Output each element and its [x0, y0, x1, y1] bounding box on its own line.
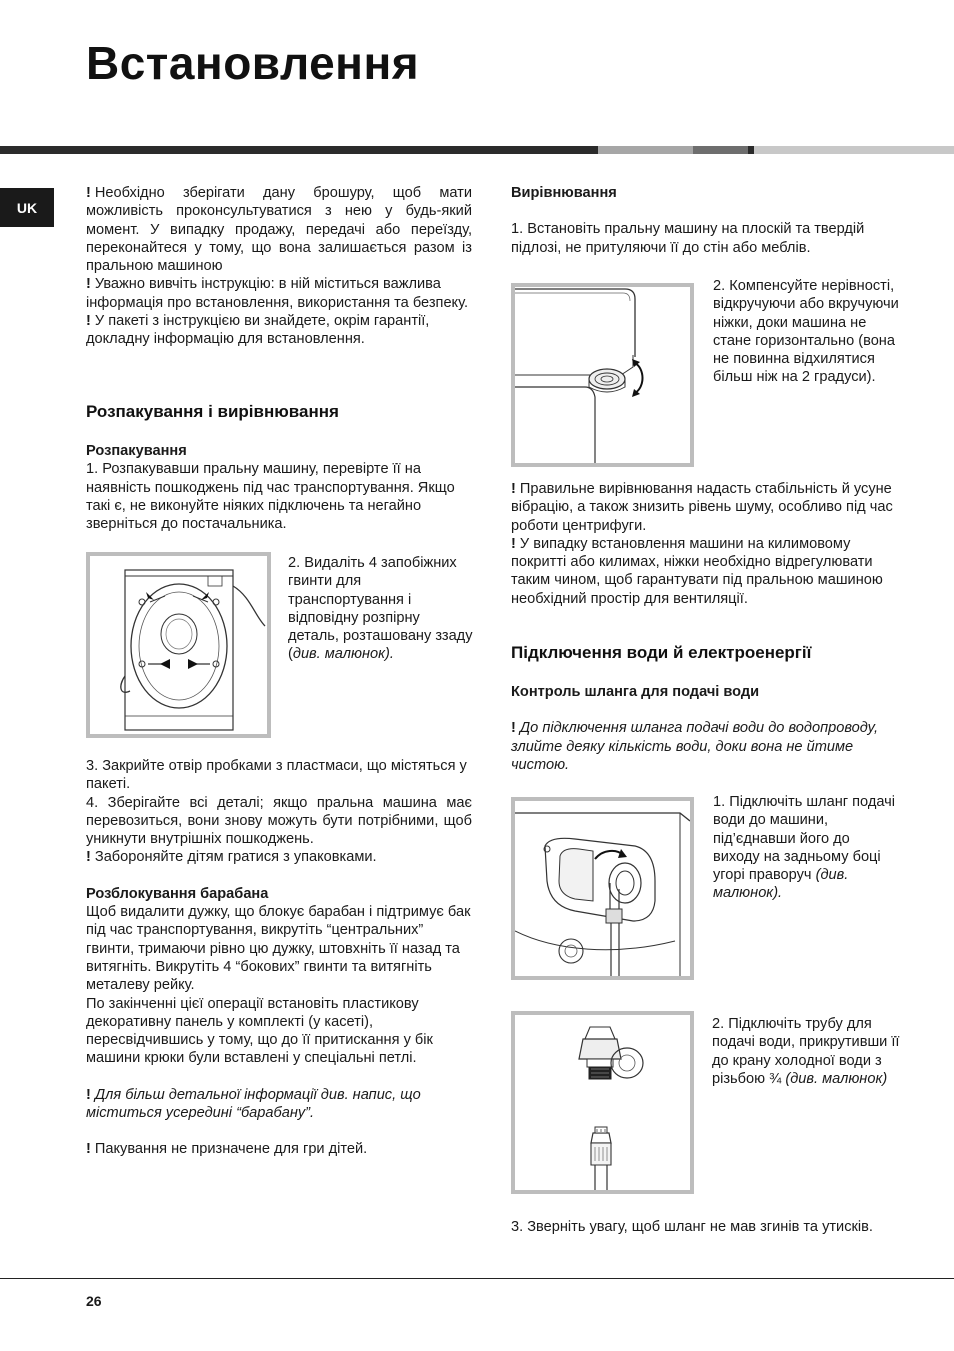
warning-mark: !: [86, 185, 91, 201]
warning-mark: !: [86, 276, 91, 293]
subheading-drum: Розблокування барабана: [86, 885, 269, 902]
drum-paragraph-2: По закінченні цієї операції встановіть пластикову декоративну панель у комплекті (у касеті), пересвідчившись у тому, що до її притискання у бік машини крюки були вставлені у спеціальні петлі.: [86, 995, 433, 1067]
hose-step-1: 1. Підключіть шланг подачі води до машини, під’єднавши його до виходу на задньому боці угорі праворуч: [713, 794, 895, 884]
foot-adjust-illustration: [515, 287, 690, 463]
warning-mark: !: [86, 1141, 91, 1158]
level-warning-1: ! Правильне вирівнювання надасть стабільність й усуне вібрацію, а також знизить рівень шуму, особливо під час роботи центрифуги.: [511, 481, 893, 534]
intro-block: [86, 184, 472, 349]
hose-step-3-wrap: [511, 1218, 897, 1236]
intro-paragraph-3: ! У пакеті з інструкцією ви знайдете, окрім гарантії, докладну інформацію для встановлення.: [86, 313, 430, 348]
hose-block: [511, 683, 897, 774]
level-step-2-caption: [713, 277, 899, 387]
warning-mark: !: [511, 535, 516, 552]
warning-mark: !: [86, 849, 91, 866]
level-step-1: 1. Встановіть пральну машину на плоскій та твердій підлозі, не притуляючи її до стін або меблів.: [511, 221, 865, 256]
section-water-heading-wrap: [511, 644, 897, 662]
section-unpack-heading-wrap: [86, 403, 472, 421]
hose-step-2-ref: (див. малюнок): [785, 1070, 888, 1087]
warning-mark: !: [511, 481, 516, 497]
level-warning-2: ! У випадку встановлення машини на килимовому покритті або килимах, ніжки необхідно відрегулювати таким чином, щоб гарантувати під пральною машиною необхідний простір для вентиляції.: [511, 535, 883, 607]
tap-thread-figure: [511, 1011, 694, 1194]
page-number: 26: [86, 1293, 102, 1309]
subheading-unpacking: Розпакування: [86, 443, 187, 459]
unpack-step-4: 4. Зберігайте всі деталі; якщо пральна машина має перевозиться, вони знову можуть бути потрібними, щоб уникнути внутрішніх пошкоджень.: [86, 794, 472, 848]
intro-paragraph-2: ! Уважно вивчіть інструкцію: в ній міститься важлива інформація про встановлення, використання та безпеку.: [86, 276, 468, 311]
tap-thread-illustration: [515, 1015, 690, 1190]
section-heading-water: Підключення води й електроенергії: [511, 643, 812, 662]
hose-connect-illustration: [515, 801, 690, 976]
hose-step-1-caption: [713, 793, 899, 903]
language-tab: UK: [0, 188, 54, 227]
unpack-step-1: 1. Розпакувавши пральну машину, перевірте її на наявність пошкоджень під час транспортування. Якщо такі є, не виконуйте ніяких підключень та негайно зверніться до постачальника.: [86, 461, 455, 533]
drum-warning: ! Пакування не призначене для гри дітей.: [86, 1141, 368, 1158]
section-heading-unpack: Розпакування і вирівнювання: [86, 402, 339, 421]
header-bar-gray: [693, 146, 748, 154]
level-warnings: [511, 480, 897, 608]
washer-back-bolts-figure: [86, 552, 271, 738]
warning-mark: !: [86, 313, 91, 330]
unpack-warning: ! Забороняйте дітям гратися з упаковками.: [86, 849, 377, 866]
footer-rule: [0, 1278, 954, 1279]
unpack-step-2: 2. Видаліть 4 запобіжних гвинти для транспортування і відповідну розпірну деталь, розташовану ззаду (: [288, 555, 473, 663]
level-step-2: 2. Компенсуйте нерівності, відкручуючи або вкручуючи ніжки, доки машина не стане горизонтально (вона не повинна відхилятися більш ніж на 2 градуси).: [713, 278, 899, 386]
foot-adjust-figure: [511, 283, 694, 467]
unpack-step-2-ref: див. малюнок).: [292, 646, 394, 663]
header-bar-mid: [598, 146, 693, 154]
warning-mark: !: [511, 720, 516, 737]
hose-connect-figure: [511, 797, 694, 980]
page-title: Встановлення: [86, 37, 420, 89]
washer-back-illustration: [90, 556, 267, 734]
hose-step-1-ref: (див. малюнок).: [713, 867, 849, 902]
hose-step-2: 2. Підключіть трубу для подачі води, прикрутивши її до крану холодної води з різьбою ¾: [712, 1016, 900, 1087]
hose-step-2-caption: [712, 1015, 900, 1088]
intro-paragraph-1: ! Необхідно зберігати дану брошуру, щоб мати можливість проконсультуватися з нею у будь-який момент. У випадку продажу, передачі або переїзду, переконайтеся у тому, що вона залишається разом із пральною машиною: [86, 185, 472, 275]
unpack-block: [86, 442, 466, 533]
warning-mark: !: [86, 1086, 91, 1103]
unpack-steps-3-4: [86, 757, 472, 1159]
header-bar-dark: [0, 146, 598, 154]
drum-note: ! Для більш детальної інформації див. напис, що міститься усередині “барабану”.: [86, 1086, 421, 1122]
subheading-hose: Контроль шланга для подачі води: [511, 684, 760, 700]
header-bar-light: [754, 146, 954, 154]
subheading-levelling: Вирівнювання: [511, 185, 617, 201]
unpack-step-2-caption: [288, 554, 474, 664]
drum-paragraph-1: Щоб видалити дужку, що блокує барабан і підтримує бак під час транспортування, викрутіть “центральних” гвинти, тримаючи рівно цю дужку, штовхніть її назад та витягніть. Викрутіть 4 “бокових” гвинти та витягніть металеву рейку.: [86, 904, 471, 994]
unpack-step-3: 3. Закрийте отвір пробками з пластмаси, що містяться у пакеті.: [86, 758, 467, 793]
hose-warning: ! До підключення шланга подачі води до водопроводу, злийте деяку кількість води, доки вона не йтиме чистою.: [511, 720, 879, 773]
hose-step-3: 3. Зверніть увагу, щоб шланг не мав згинів та утисків.: [511, 1219, 873, 1235]
level-block: [511, 184, 897, 257]
